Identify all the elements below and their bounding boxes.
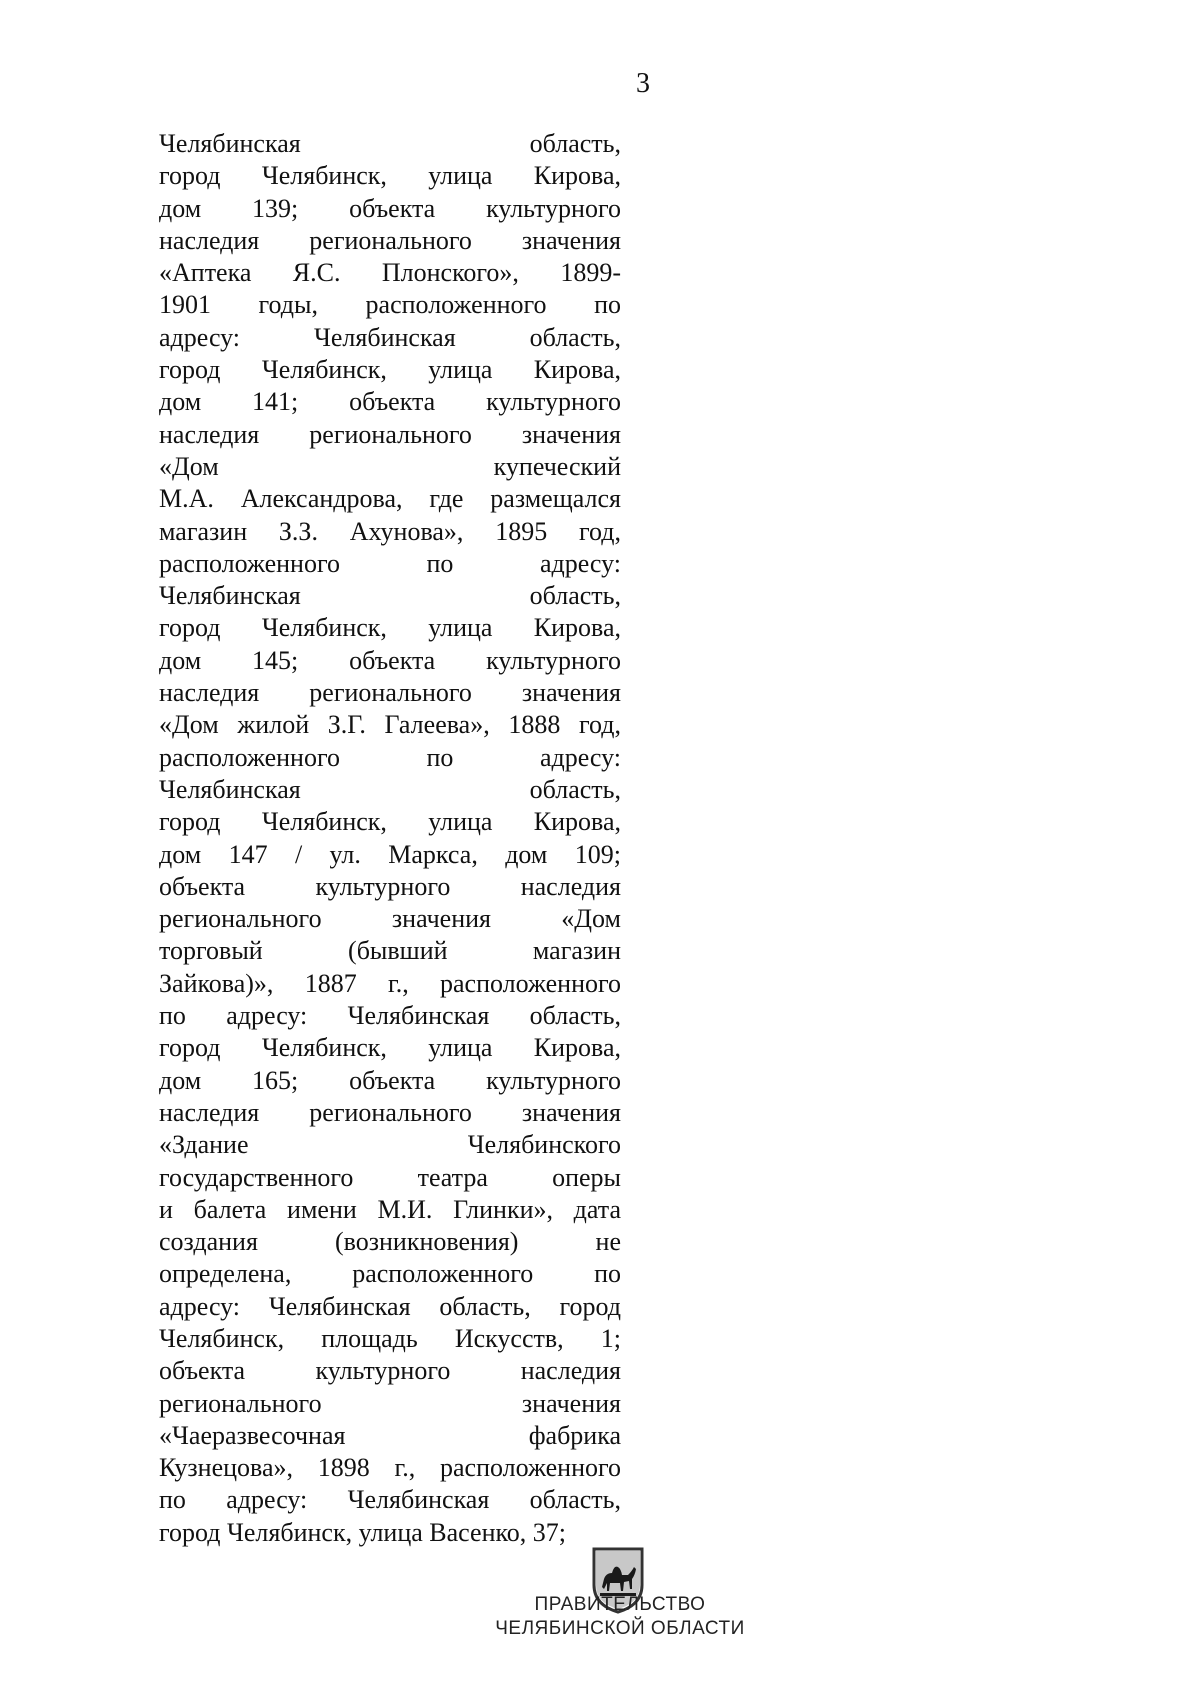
text-line: Челябинск, площадь Искусств, 1; (159, 1323, 621, 1353)
text-line: расположенного по адресу: (159, 742, 621, 772)
text-line: город Челябинск, улица Кирова, (159, 807, 621, 837)
text-line: расположенного по адресу: (159, 548, 621, 578)
text-line: «Дом жилой З.Г. Галеева», 1888 год, (159, 710, 621, 740)
page-number: 3 (636, 68, 650, 99)
text-line: создания (возникновения) не (159, 1227, 621, 1257)
text-line: город Челябинск, улица Кирова, (159, 355, 621, 385)
text-line: «Дом купеческий (159, 451, 621, 481)
stamp-caption (470, 1593, 770, 1641)
text-line: дом 139; объекта культурного (159, 193, 621, 223)
text-line: наследия регионального значения (159, 225, 621, 255)
text-line: наследия регионального значения (159, 419, 621, 449)
text-line: «Чаеразвесочная фабрика (159, 1420, 621, 1450)
text-line: дом 147 / ул. Маркса, дом 109; (159, 839, 621, 869)
stamp-text-line-1: ПРАВИТЕЛЬСТВО (534, 1594, 706, 1615)
text-line: по адресу: Челябинская область, (159, 1485, 621, 1515)
text-line: наследия регионального значения (159, 678, 621, 708)
text-line: государственного театра оперы (159, 1162, 621, 1192)
text-line: город Челябинск, улица Васенко, 37; (159, 1517, 567, 1547)
text-line: торговый (бывший магазин (159, 936, 621, 966)
text-line: и балета имени М.И. Глинки», дата (159, 1194, 621, 1224)
text-line: Кузнецова», 1898 г., расположенного (159, 1453, 621, 1483)
text-line: город Челябинск, улица Кирова, (159, 613, 621, 643)
stamp-text-line-2: ЧЕЛЯБИНСКОЙ ОБЛАСТИ (495, 1618, 745, 1639)
text-line: адресу: Челябинская область, (159, 322, 621, 352)
body-text (159, 128, 621, 1549)
text-line: объекта культурного наследия (159, 871, 621, 901)
text-line: по адресу: Челябинская область, (159, 1001, 621, 1031)
text-line: город Челябинск, улица Кирова, (159, 161, 621, 191)
text-line: «Здание Челябинского (159, 1130, 621, 1160)
text-line: дом 141; объекта культурного (159, 387, 621, 417)
text-line: регионального значения «Дом (159, 904, 621, 934)
text-line: объекта культурного наследия (159, 1356, 621, 1386)
text-line: город Челябинск, улица Кирова, (159, 1033, 621, 1063)
text-line: регионального значения (159, 1388, 621, 1418)
text-line: Челябинская область, (159, 581, 621, 611)
text-line: магазин З.З. Ахунова», 1895 год, (159, 516, 621, 546)
text-line: дом 165; объекта культурного (159, 1065, 621, 1095)
text-line: дом 145; объекта культурного (159, 645, 621, 675)
text-line: Зайкова)», 1887 г., расположенного (159, 968, 621, 998)
text-line: «Аптека Я.С. Плонского», 1899- (159, 258, 621, 288)
text-line: адресу: Челябинская область, город (159, 1291, 621, 1321)
text-line: определена, расположенного по (159, 1259, 621, 1289)
text-line: 1901 годы, расположенного по (159, 290, 621, 320)
text-line: Челябинская область, (159, 129, 621, 158)
text-line: М.А. Александрова, где размещался (159, 484, 621, 514)
text-line: Челябинская область, (159, 774, 621, 804)
text-line: наследия регионального значения (159, 1097, 621, 1127)
